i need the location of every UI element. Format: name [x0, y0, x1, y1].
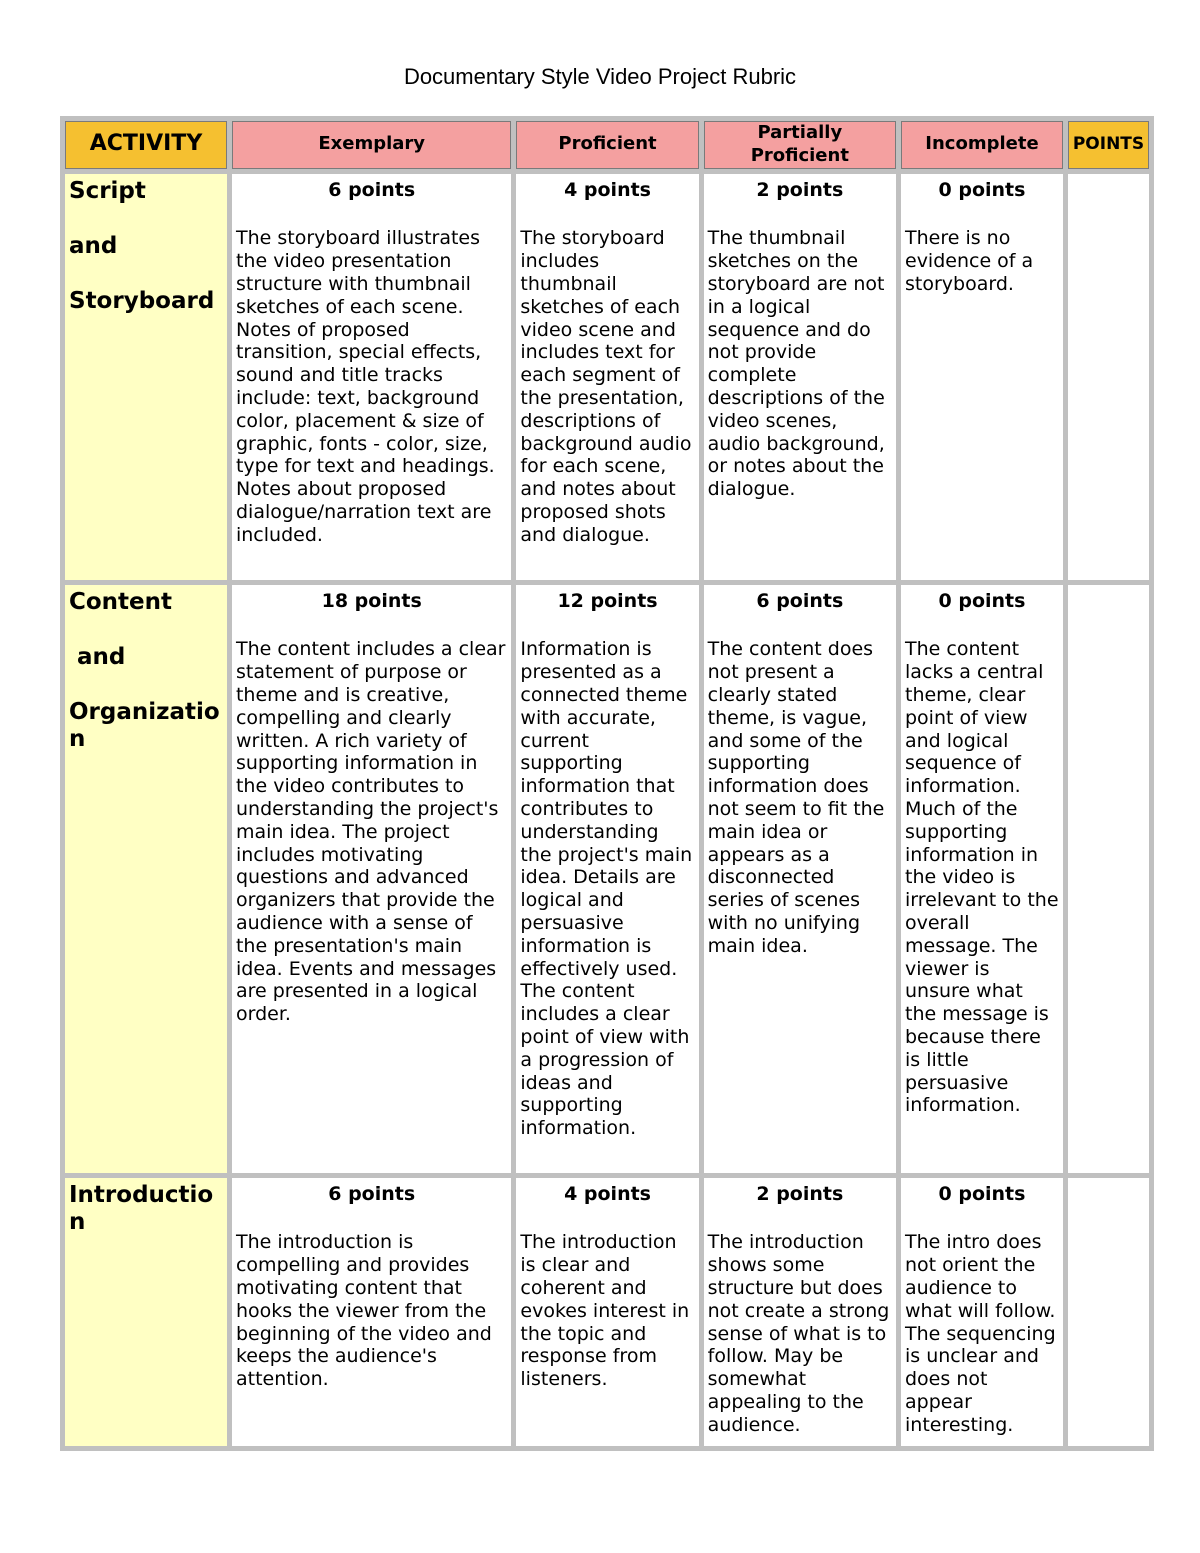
header-points: POINTS [1068, 121, 1149, 169]
cell-points: 4 points [564, 178, 651, 201]
rubric-cell-incomplete [901, 1178, 1063, 1446]
rubric-table [60, 116, 1154, 1451]
cell-description: There is no evidence of a storyboard. [905, 227, 1034, 295]
cell-points: 4 points [564, 1182, 651, 1205]
cell-description: The intro does not orient the audience to what will follow. The sequencing is unclear and does not appear interesting. [905, 1231, 1056, 1436]
rubric-cell-proficient [516, 174, 698, 580]
rubric-cell-incomplete [901, 585, 1063, 1173]
activity-cell [65, 585, 227, 1173]
cell-description: The content lacks a central theme, clear point of view and logical sequence of information. Much of the supporting information in the video is irrelevant to the overall message. The viewer is unsure what the message is because there is little persuasive information. [905, 638, 1059, 1117]
header-exemplary: Exemplary [232, 121, 511, 169]
cell-description: The storyboard illustrates the video presentation structure with thumbnail sketches of each scene. Notes of proposed transition, special effects, sound and title tracks include: text, background color, placement & size of graphic, fonts - color, size, type for text and headings. Notes about proposed dialogue/narration text are included. [235, 227, 495, 546]
cell-points: 0 points [938, 178, 1026, 201]
activity-label: and [69, 232, 118, 259]
rubric-cell-partially-proficient [704, 1178, 896, 1446]
score-cell[interactable] [1068, 1178, 1149, 1446]
score-cell[interactable] [1068, 585, 1149, 1173]
header-incomplete: Incomplete [901, 121, 1063, 169]
rubric-cell-incomplete [901, 174, 1063, 580]
cell-points: 12 points [557, 589, 658, 612]
rubric-cell-exemplary [232, 585, 511, 1173]
cell-description: The storyboard includes thumbnail sketches of each video scene and includes text for each segment of the presentation, descriptions of background audio for each scene, and notes about proposed shots and dialogue. [520, 227, 692, 546]
cell-description: Information is presented as a connected theme with accurate, current supporting information that contributes to understanding the project's main idea. Details are logical and persuasive information is effectively used. The content includes a clear point of view with a progression of ideas and supporting information. [520, 638, 693, 1140]
activity-label: Storyboard [69, 287, 215, 314]
cell-description: The content does not present a clearly stated theme, is vague, and some of the supporting information does not seem to fit the main idea or appears as a disconnected series of scenes with no unifying main idea. [707, 638, 885, 957]
activity-label: Organization [69, 698, 220, 752]
table-row [65, 174, 1149, 580]
table-row [65, 585, 1149, 1173]
cell-points: 2 points [756, 1182, 844, 1205]
rubric-cell-partially-proficient [704, 585, 896, 1173]
header-row [65, 121, 1149, 169]
activity-label: Introduction [69, 1181, 214, 1235]
cell-points: 6 points [328, 1182, 416, 1205]
rubric-cell-exemplary [232, 174, 511, 580]
cell-points: 18 points [321, 589, 422, 612]
cell-description: The introduction is compelling and provides motivating content that hooks the viewer from the beginning of the video and keeps the audience's attention. [235, 1231, 492, 1391]
rubric-cell-partially-proficient [704, 174, 896, 580]
cell-points: 6 points [328, 178, 416, 201]
cell-description: The thumbnail sketches on the storyboard are not in a logical sequence and do not provide complete descriptions of the video scenes, audio background, or notes about the dialogue. [707, 227, 885, 501]
header-activity: ACTIVITY [65, 121, 227, 169]
header-proficient: Proficient [516, 121, 698, 169]
document-title: Documentary Style Video Project Rubric [403, 64, 797, 89]
rubric-cell-proficient [516, 1178, 698, 1446]
cell-points: 2 points [756, 178, 844, 201]
activity-label: and [69, 643, 126, 670]
rubric-cell-exemplary [232, 1178, 511, 1446]
activity-label: Script [69, 177, 146, 204]
activity-label: Content [69, 588, 173, 615]
cell-points: 0 points [938, 589, 1026, 612]
cell-description: The content includes a clear statement of purpose or theme and is creative, compelling and clearly written. A rich variety of supporting information in the video contributes to understanding the project's main idea. The project includes motivating questions and advanced organizers that provide the audience with a sense of the presentation's main idea. Events and messages are presented in a logical order. [235, 638, 506, 1026]
activity-cell [65, 174, 227, 580]
cell-points: 6 points [756, 589, 844, 612]
score-cell[interactable] [1068, 174, 1149, 580]
cell-points: 0 points [938, 1182, 1026, 1205]
header-partially-proficient: Partially Proficient [704, 121, 896, 169]
table-row [65, 1178, 1149, 1446]
cell-description: The introduction is clear and coherent and evokes interest in the topic and response from listeners. [520, 1231, 690, 1391]
rubric-cell-proficient [516, 585, 698, 1173]
cell-description: The introduction shows some structure but does not create a strong sense of what is to follow. May be somewhat appealing to the audience. [707, 1231, 890, 1436]
activity-cell [65, 1178, 227, 1446]
